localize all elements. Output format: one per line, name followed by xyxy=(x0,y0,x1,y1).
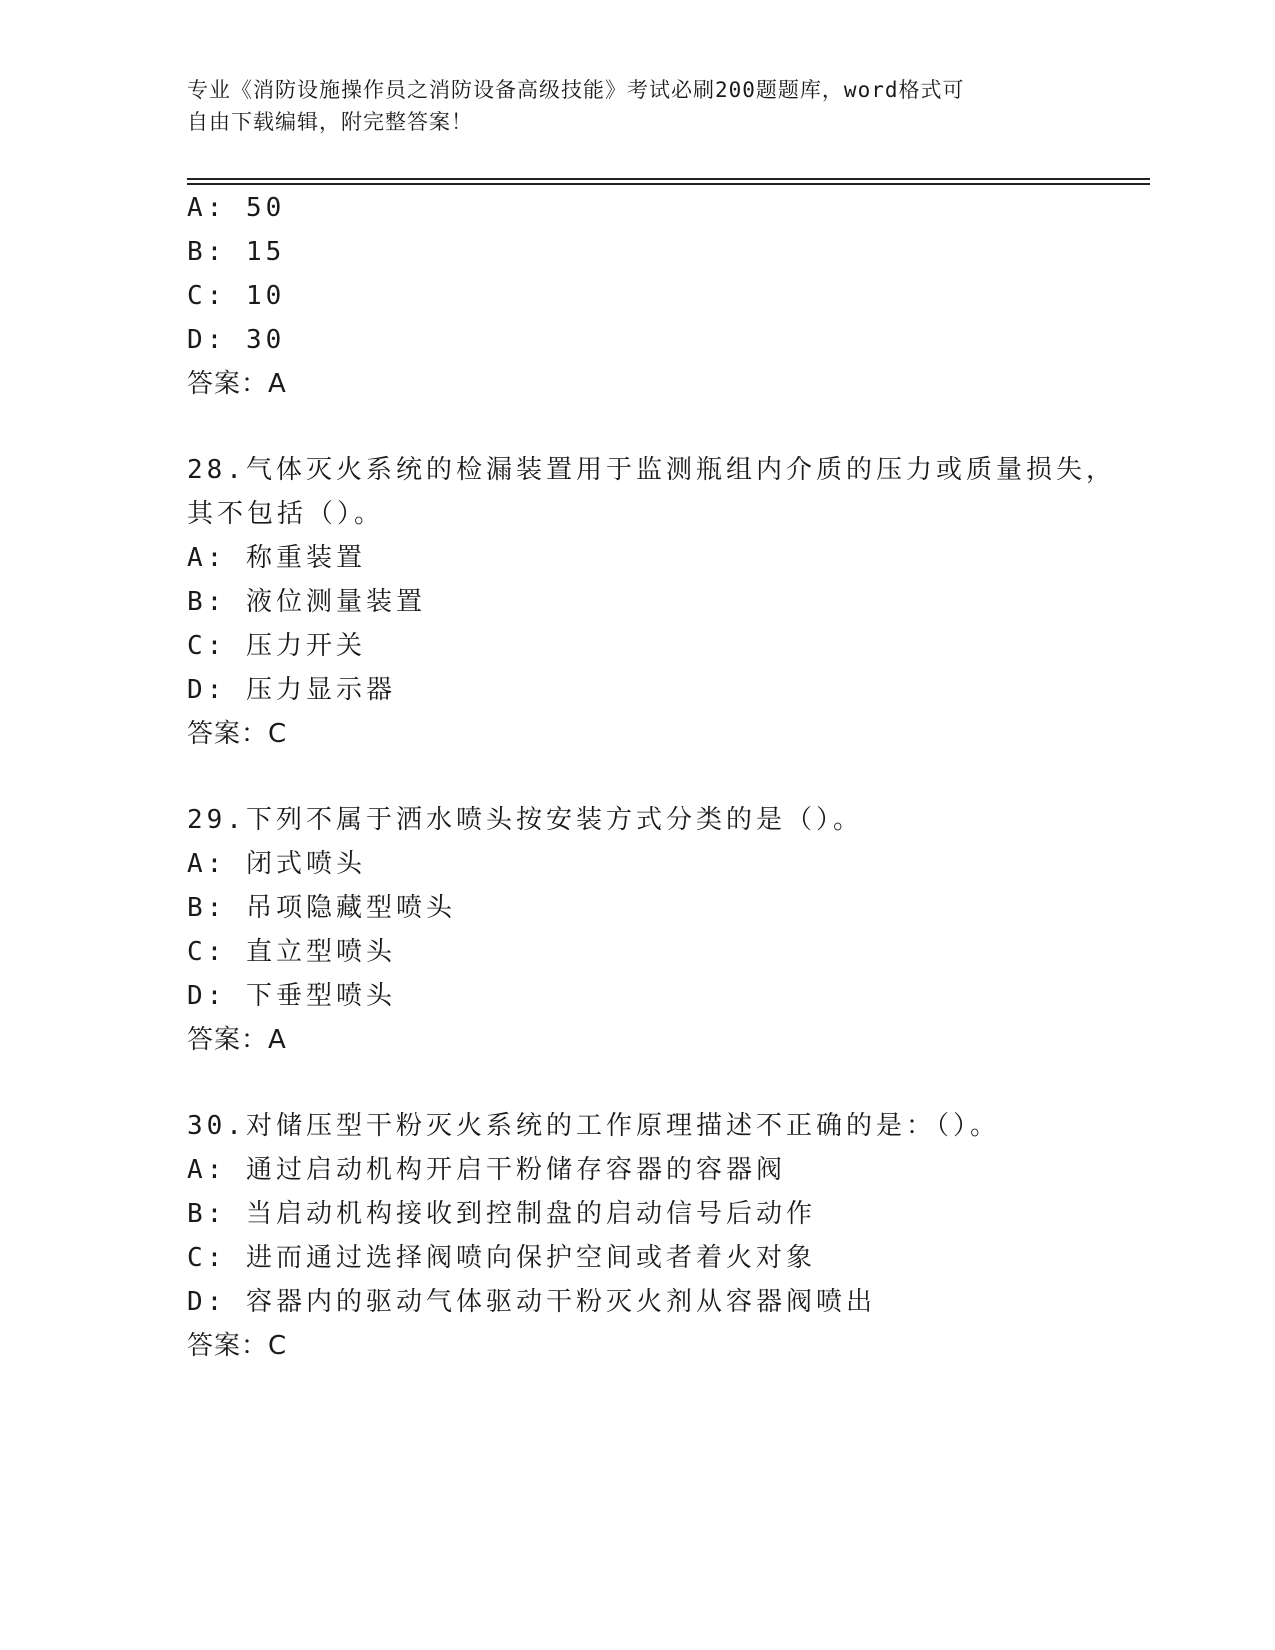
q30-option-a: A: 通过启动机构开启干粉储存容器的容器阀 xyxy=(187,1155,786,1185)
q28-option-c: C: 压力开关 xyxy=(187,631,366,661)
q27-option-c: C: 10 xyxy=(187,281,286,311)
q28-stem-line-2: 其不包括（）。 xyxy=(187,499,385,529)
q30-option-b: B: 当启动机构接收到控制盘的启动信号后动作 xyxy=(187,1199,816,1229)
header-title-line-1: 专业《消防设施操作员之消防设备高级技能》考试必刷200题题库，word格式可 xyxy=(187,78,965,102)
header-divider-top xyxy=(187,178,1150,180)
q27-option-d: D: 30 xyxy=(187,325,286,355)
q29-stem-line-1: 29.下列不属于洒水喷头按安装方式分类的是（）。 xyxy=(187,805,863,835)
q28-option-b: B: 液位测量装置 xyxy=(187,587,426,617)
q30-option-c: C: 进而通过选择阀喷向保护空间或者着火对象 xyxy=(187,1243,816,1273)
q29-option-a: A: 闭式喷头 xyxy=(187,849,366,879)
q29-answer: 答案：A xyxy=(187,1025,287,1055)
q29-option-c: C: 直立型喷头 xyxy=(187,937,396,967)
q28-option-a: A: 称重装置 xyxy=(187,543,366,573)
q29-option-b: B: 吊项隐藏型喷头 xyxy=(187,893,456,923)
q27-answer: 答案：A xyxy=(187,369,287,399)
q27-option-a: A: 50 xyxy=(187,193,286,223)
q30-stem-line-1: 30.对储压型干粉灭火系统的工作原理描述不正确的是：（）。 xyxy=(187,1111,1000,1141)
q29-option-d: D: 下垂型喷头 xyxy=(187,981,396,1011)
q28-option-d: D: 压力显示器 xyxy=(187,675,396,705)
header-divider-bottom xyxy=(187,183,1150,185)
q27-option-b: B: 15 xyxy=(187,237,286,267)
q30-answer: 答案：C xyxy=(187,1331,288,1361)
header-title-line-2: 自由下载编辑，附完整答案！ xyxy=(187,110,473,134)
q30-option-d: D: 容器内的驱动气体驱动干粉灭火剂从容器阀喷出 xyxy=(187,1287,876,1317)
document-header xyxy=(187,74,1067,138)
q28-answer: 答案：C xyxy=(187,719,288,749)
q28-stem-line-1: 28.气体灭火系统的检漏装置用于监测瓶组内介质的压力或质量损失， xyxy=(187,455,1116,485)
